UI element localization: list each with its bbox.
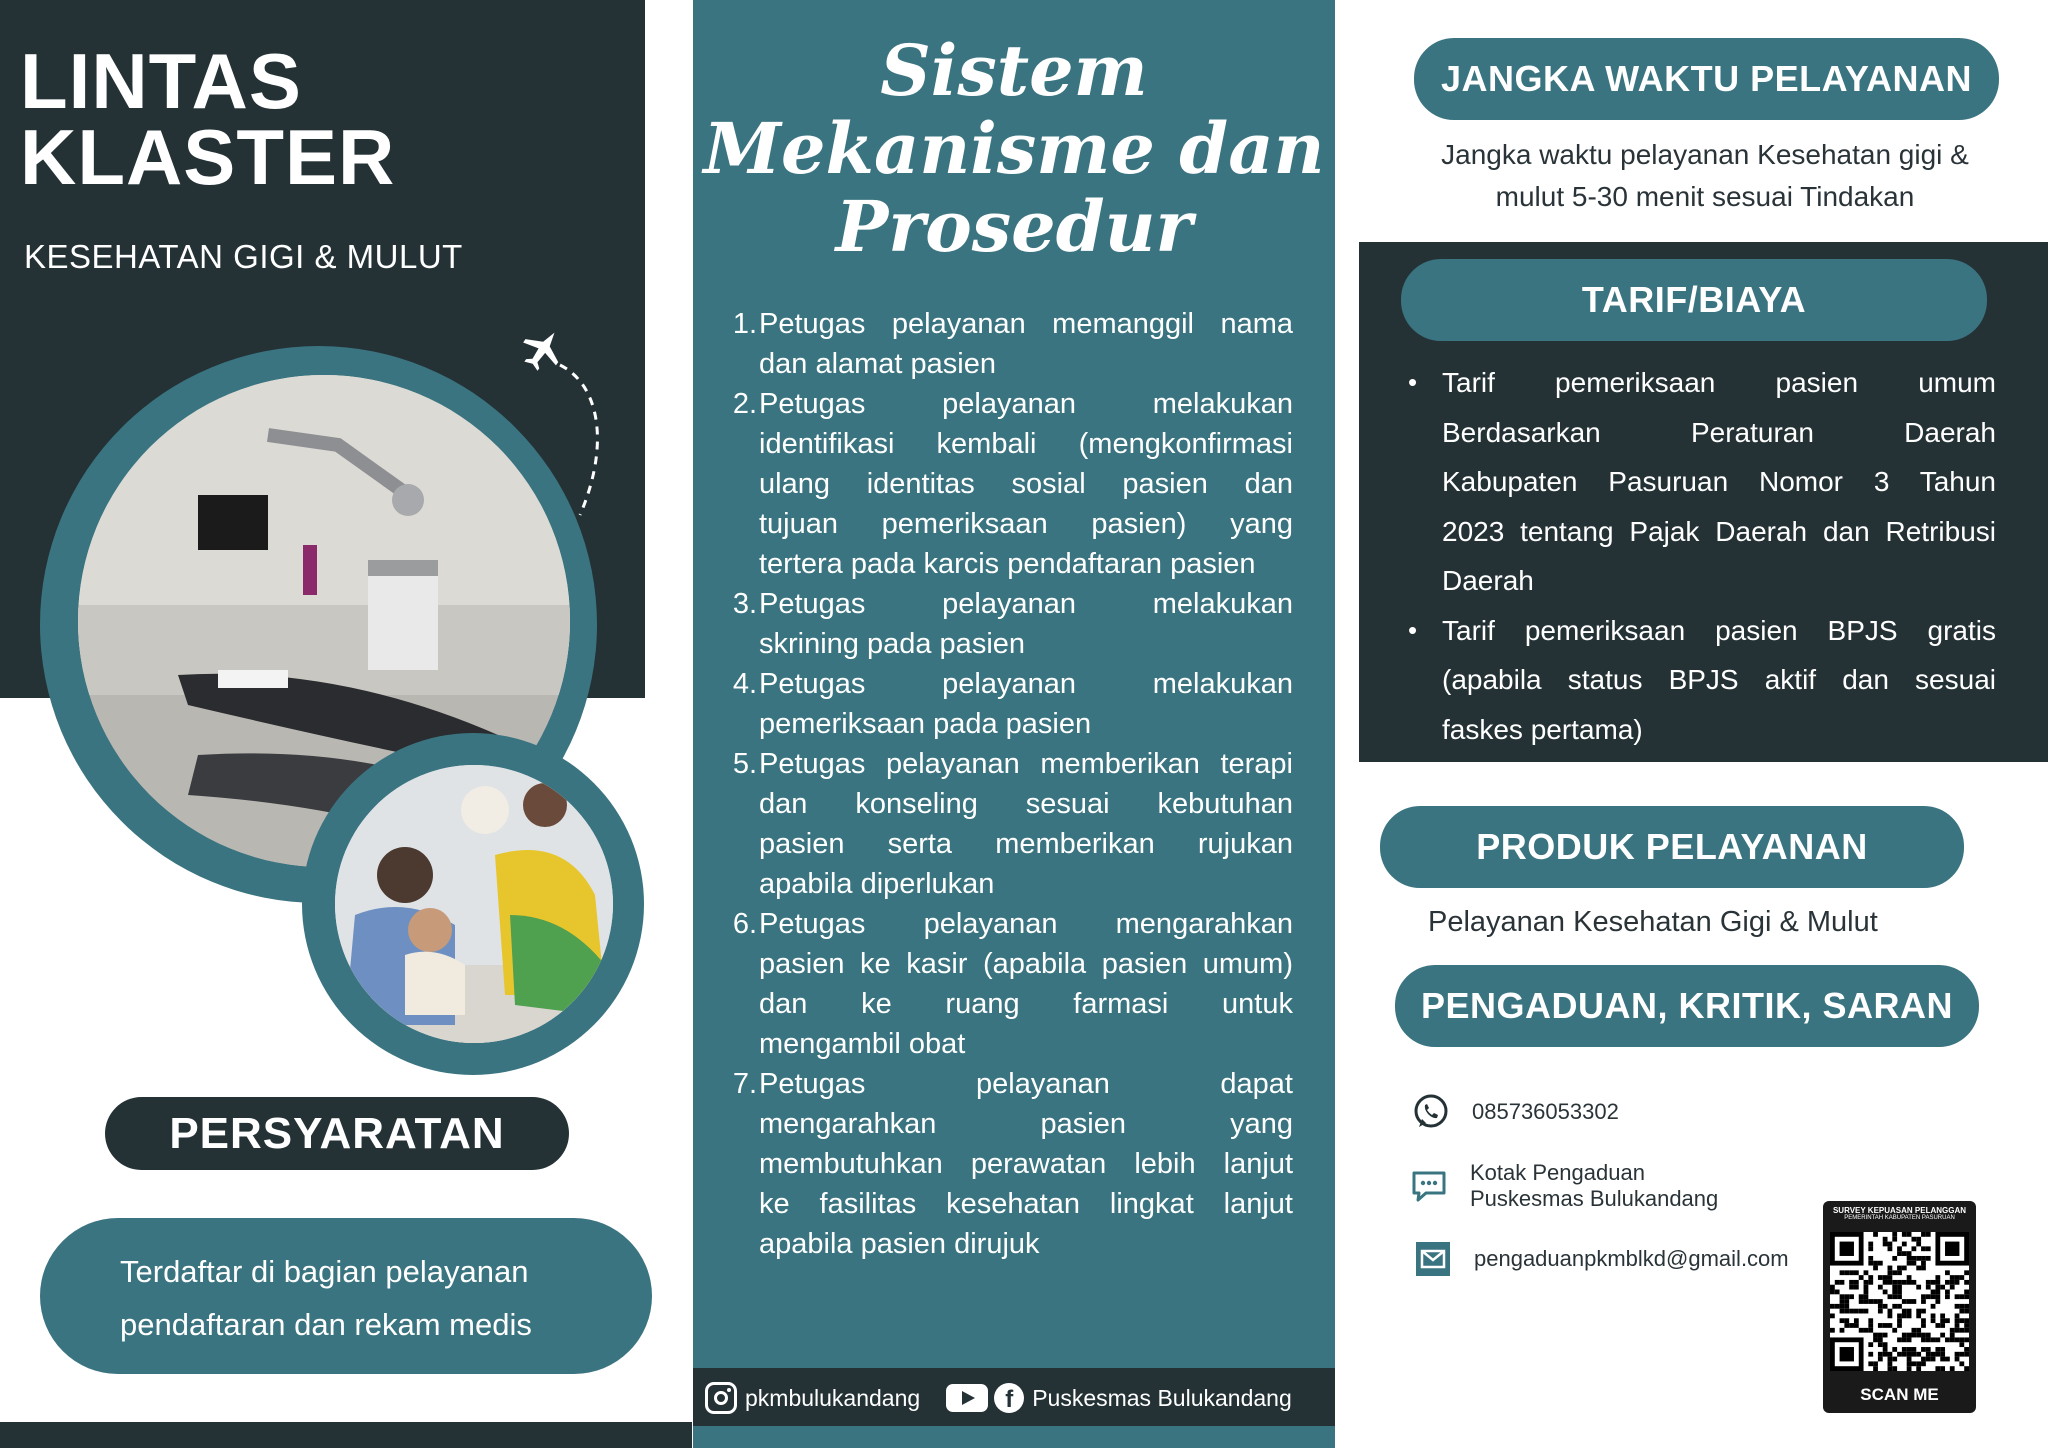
procedure-title-line2: Mekanisme dan [703,107,1325,190]
pengaduan-heading: PENGADUAN, KRITIK, SARAN [1395,965,1979,1047]
procedure-step-line: tertera pada karcis pendaftaran pasien [759,548,1256,580]
procedure-step-line: dan alamat pasien [759,348,996,380]
procedure-step-line: pemeriksaan pada pasien [759,708,1092,740]
procedure-steps-list [727,304,1293,1264]
procedure-step-line: identifikasi kembali (mengkonfirmasi [759,428,1293,460]
instagram-icon[interactable] [705,1382,737,1414]
procedure-step [727,904,1293,1064]
procedure-step-text [759,304,1293,384]
tarif-item-line: Daerah [1442,565,1534,596]
procedure-step [727,1064,1293,1264]
procedure-step-line: Petugas pelayanan melakukan [759,388,1293,420]
procedure-step-line: pasien serta memberikan rujukan [759,828,1293,860]
tarif-item-text [1442,606,1996,755]
jangka-waktu-heading: JANGKA WAKTU PELAYANAN [1414,38,1999,120]
procedure-step-line: mengarahkan pasien yang [759,1108,1293,1140]
envelope-icon [1414,1240,1452,1278]
procedure-step-line: ulang identitas sosial pasien dan [759,468,1293,500]
phone-number[interactable]: 085736053302 [1472,1099,1619,1124]
procedure-step-number: 2. [732,388,757,420]
contact-complaint-box [1410,1160,1718,1212]
procedure-title-line3: Prosedur [835,185,1193,268]
bullet-icon: • [1408,367,1418,397]
procedure-step-line: ke fasilitas kesehatan lingkat lanjut [759,1188,1293,1220]
social-links [705,1376,1292,1420]
persyaratan-heading: PERSYARATAN [105,1097,569,1170]
procedure-step [727,384,1293,584]
persyaratan-text-line1: Terdaftar di bagian pelayanan [120,1254,529,1289]
procedure-step-text [759,744,1293,904]
procedure-step-text [759,1064,1293,1264]
complaint-box-line1: Kotak Pengaduan [1470,1160,1645,1185]
procedure-step-line: Petugas pelayanan memberikan terapi [759,748,1293,780]
procedure-step-number: 5. [732,748,757,780]
qr-subtitle: PEMERINTAH KABUPATEN PASURUAN [1844,1215,1955,1221]
procedure-step [727,744,1293,904]
procedure-title-line1: Sistem [880,29,1148,112]
procedure-step-line: Petugas pelayanan dapat [759,1068,1293,1100]
complaint-box-line2: Puskesmas Bulukandang [1470,1186,1719,1211]
main-title-line1: LINTAS [20,37,302,125]
tarif-item [1408,606,1996,755]
tarif-item-text [1442,358,1996,606]
procedure-step-text [759,584,1293,664]
instagram-handle[interactable]: pkmbulukandang [745,1384,921,1411]
procedure-step-line: skrining pada pasien [759,628,1026,660]
persyaratan-box [40,1218,652,1374]
procedure-step-line: pasien ke kasir (apabila pasien umum) [759,948,1293,980]
contact-email[interactable] [1414,1240,1789,1278]
facebook-name[interactable]: Puskesmas Bulukandang [1032,1384,1292,1411]
procedure-step-line: mengambil obat [759,1028,966,1060]
procedure-step-line: Petugas pelayanan memanggil nama [759,308,1293,340]
procedure-step [727,664,1293,744]
tarif-item-line: Kabupaten Pasuruan Nomor 3 Tahun [1442,466,1996,497]
produk-heading: PRODUK PELAYANAN [1380,806,1964,888]
patient-exam-illustration [335,765,613,1043]
tarif-item [1408,358,1996,606]
procedure-step-number: 1. [732,308,757,340]
contact-phone[interactable] [1412,1093,1619,1131]
procedure-step-line: dan ke ruang farmasi untuk [759,988,1293,1020]
procedure-step [727,304,1293,384]
tarif-heading: TARIF/BIAYA [1401,259,1987,341]
persyaratan-text-line2: pendaftaran dan rekam medis [120,1307,532,1342]
youtube-icon[interactable] [946,1384,988,1412]
tarif-item-line: faskes pertama) [1442,713,1643,745]
procedure-step-line: dan konseling sesuai kebutuhan [759,788,1293,820]
bullet-icon: • [1408,614,1418,645]
subtitle: KESEHATAN GIGI & MULUT [24,238,463,275]
procedure-step-number: 6. [732,908,757,940]
procedure-step-text [759,384,1293,584]
patient-exam-photo [335,765,613,1043]
tarif-item-line: (apabila status BPJS aktif dan sesuai [1442,664,1996,695]
procedure-step-line: apabila diperlukan [759,868,995,900]
tarif-item-line: Berdasarkan Peraturan Daerah [1442,416,1996,448]
procedure-step-text [759,664,1293,744]
procedure-step-number: 4. [732,668,757,700]
jangka-text-line2: mulut 5-30 menit sesuai Tindakan [1495,181,1915,212]
tarif-item-line: Tarif pemeriksaan pasien umum [1442,367,1996,398]
qr-code-icon[interactable] [1830,1232,1969,1371]
tarif-list [1408,358,1996,754]
procedure-step-number: 7. [732,1068,757,1100]
qr-title: SURVEY KEPUASAN PELANGGAN [1832,1206,1967,1215]
tarif-item-line: 2023 tentang Pajak Daerah dan Retribusi [1442,515,1996,547]
procedure-step-line: apabila pasien dirujuk [759,1228,1040,1260]
chat-bubble-icon [1410,1167,1448,1205]
main-title-line2: KLASTER [20,113,396,201]
survey-qr-card[interactable] [1823,1201,1976,1413]
procedure-step-line: Petugas pelayanan melakukan [759,588,1293,620]
procedure-step-line: tujuan pemeriksaan pasien) yang [759,508,1293,540]
procedure-step-line: Petugas pelayanan melakukan [759,668,1293,700]
email-address[interactable]: pengaduanpkmblkd@gmail.com [1474,1246,1789,1271]
tarif-item-line: Tarif pemeriksaan pasien BPJS gratis [1442,614,1996,646]
bottom-dark-strip [0,1422,692,1448]
procedure-step-line: Petugas pelayanan mengarahkan [759,908,1293,940]
facebook-icon[interactable]: f [994,1383,1024,1413]
procedure-step-line: membutuhkan perawatan lebih lanjut [759,1148,1293,1180]
procedure-step-number: 3. [732,588,757,620]
jangka-waktu-text [1400,134,2010,218]
produk-text: Pelayanan Kesehatan Gigi & Mulut [1428,906,1878,938]
whatsapp-icon [1412,1093,1450,1131]
procedure-step-text [759,904,1293,1064]
jangka-text-line1: Jangka waktu pelayanan Kesehatan gigi & [1441,139,1969,170]
scan-me-label: SCAN ME [1860,1385,1939,1404]
procedure-step [727,584,1293,664]
